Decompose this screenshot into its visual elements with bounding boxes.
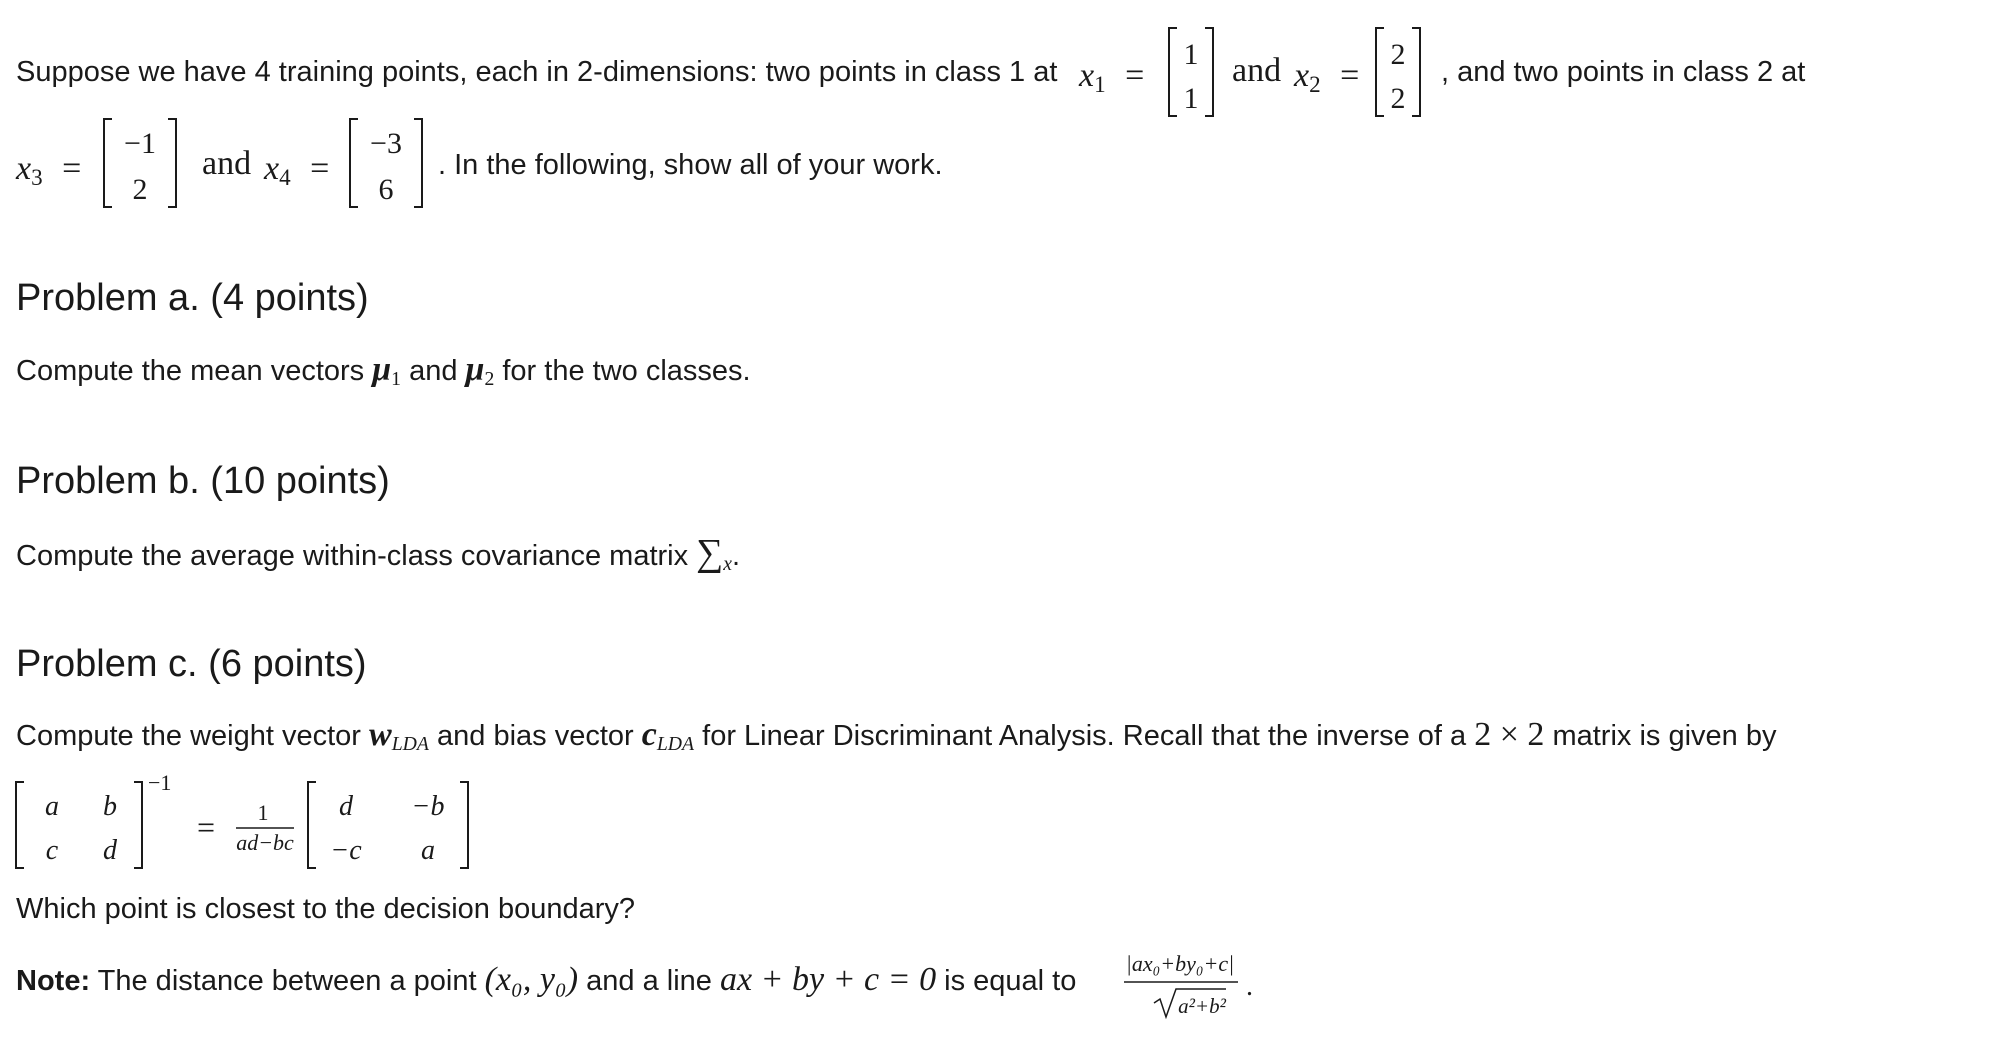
problem-b-text: Compute the average within-class covariance matrix $\sum_x$.: [16, 532, 741, 575]
adj-neg-c: −c: [330, 835, 362, 866]
problem-b-heading: Problem b. (10 points): [16, 460, 390, 502]
problem-c-note: Note: The distance between a point (x₀, y₀) and a line ax + by + c = 0 is equal to: [16, 961, 1077, 998]
distance-formula: [1118, 945, 1268, 1027]
x2-component-1: 2: [1390, 38, 1406, 71]
inverse-exponent: −1: [148, 770, 172, 795]
x4-component-1: −3: [370, 127, 402, 160]
distance-period: .: [1246, 971, 1253, 1002]
problem-a-text: Compute the mean vectors $\mu_1$ and $\mu_2$ for the two classes.: [16, 351, 751, 390]
mu1-symbol: μ: [372, 351, 392, 388]
fraction-denominator: ad−bc: [236, 830, 294, 855]
distance-denominator: a²+b²: [1178, 994, 1226, 1018]
x2-label: $x_2$ =: [1294, 57, 1360, 98]
x4-label: $x_4$ =: [264, 150, 330, 191]
adj-d: d: [339, 791, 353, 822]
mu2-symbol: μ: [465, 351, 485, 388]
line-equation: ax + by + c = 0: [719, 961, 937, 998]
problem-a-heading: Problem a. (4 points): [16, 277, 369, 319]
point-expression: (x₀, y₀): [484, 961, 579, 998]
x1-component-1: 1: [1183, 38, 1199, 71]
sigma-symbol: ∑: [696, 532, 724, 574]
c-lda-symbol: c: [641, 716, 657, 753]
x3-component-1: −1: [124, 127, 156, 160]
adj-neg-b: −b: [411, 791, 445, 822]
x1-vector: [1165, 22, 1217, 122]
matrix-c: c: [45, 835, 59, 866]
x4-component-2: 6: [378, 173, 394, 206]
intro-text-3: . In the following, show all of your work.: [438, 149, 943, 181]
distance-numerator: |ax₀+by₀+c|: [1125, 951, 1235, 976]
x2-component-2: 2: [1390, 82, 1406, 115]
problem-c-text: Compute the weight vector $w_{LDA}$ and bias vector $c_{LDA}$ for Linear Discriminant Analysis. Recall that the inverse of a 2 × 2 matrix is given by: [16, 716, 1777, 755]
intro-and-1: and: [1232, 52, 1282, 89]
matrix-b: b: [103, 791, 117, 822]
intro-and-2: and: [202, 145, 252, 182]
x3-vector: [100, 113, 180, 213]
problem-c-question: Which point is closest to the decision boundary?: [16, 893, 636, 925]
x2-vector: [1372, 22, 1424, 122]
matrix-inverse-formula: [10, 770, 490, 880]
inverse-equals: =: [197, 809, 216, 845]
x1-component-2: 1: [1183, 82, 1199, 115]
adj-a: a: [421, 835, 435, 866]
w-lda-symbol: w: [369, 716, 392, 753]
x3-label: $x_3$ =: [16, 150, 82, 191]
matrix-a: a: [45, 791, 59, 822]
intro-text-2: , and two points in class 2 at: [1441, 56, 1806, 88]
x4-vector: [346, 113, 426, 213]
matrix-d: d: [103, 835, 117, 866]
x3-component-2: 2: [132, 173, 148, 206]
intro-text-1: Suppose we have 4 training points, each in 2-dimensions: two points in class 1 at: [16, 56, 1058, 88]
problem-c-heading: Problem c. (6 points): [16, 643, 367, 685]
fraction-numerator: 1: [257, 800, 269, 825]
x1-label: $x_1$ =: [1079, 57, 1145, 98]
